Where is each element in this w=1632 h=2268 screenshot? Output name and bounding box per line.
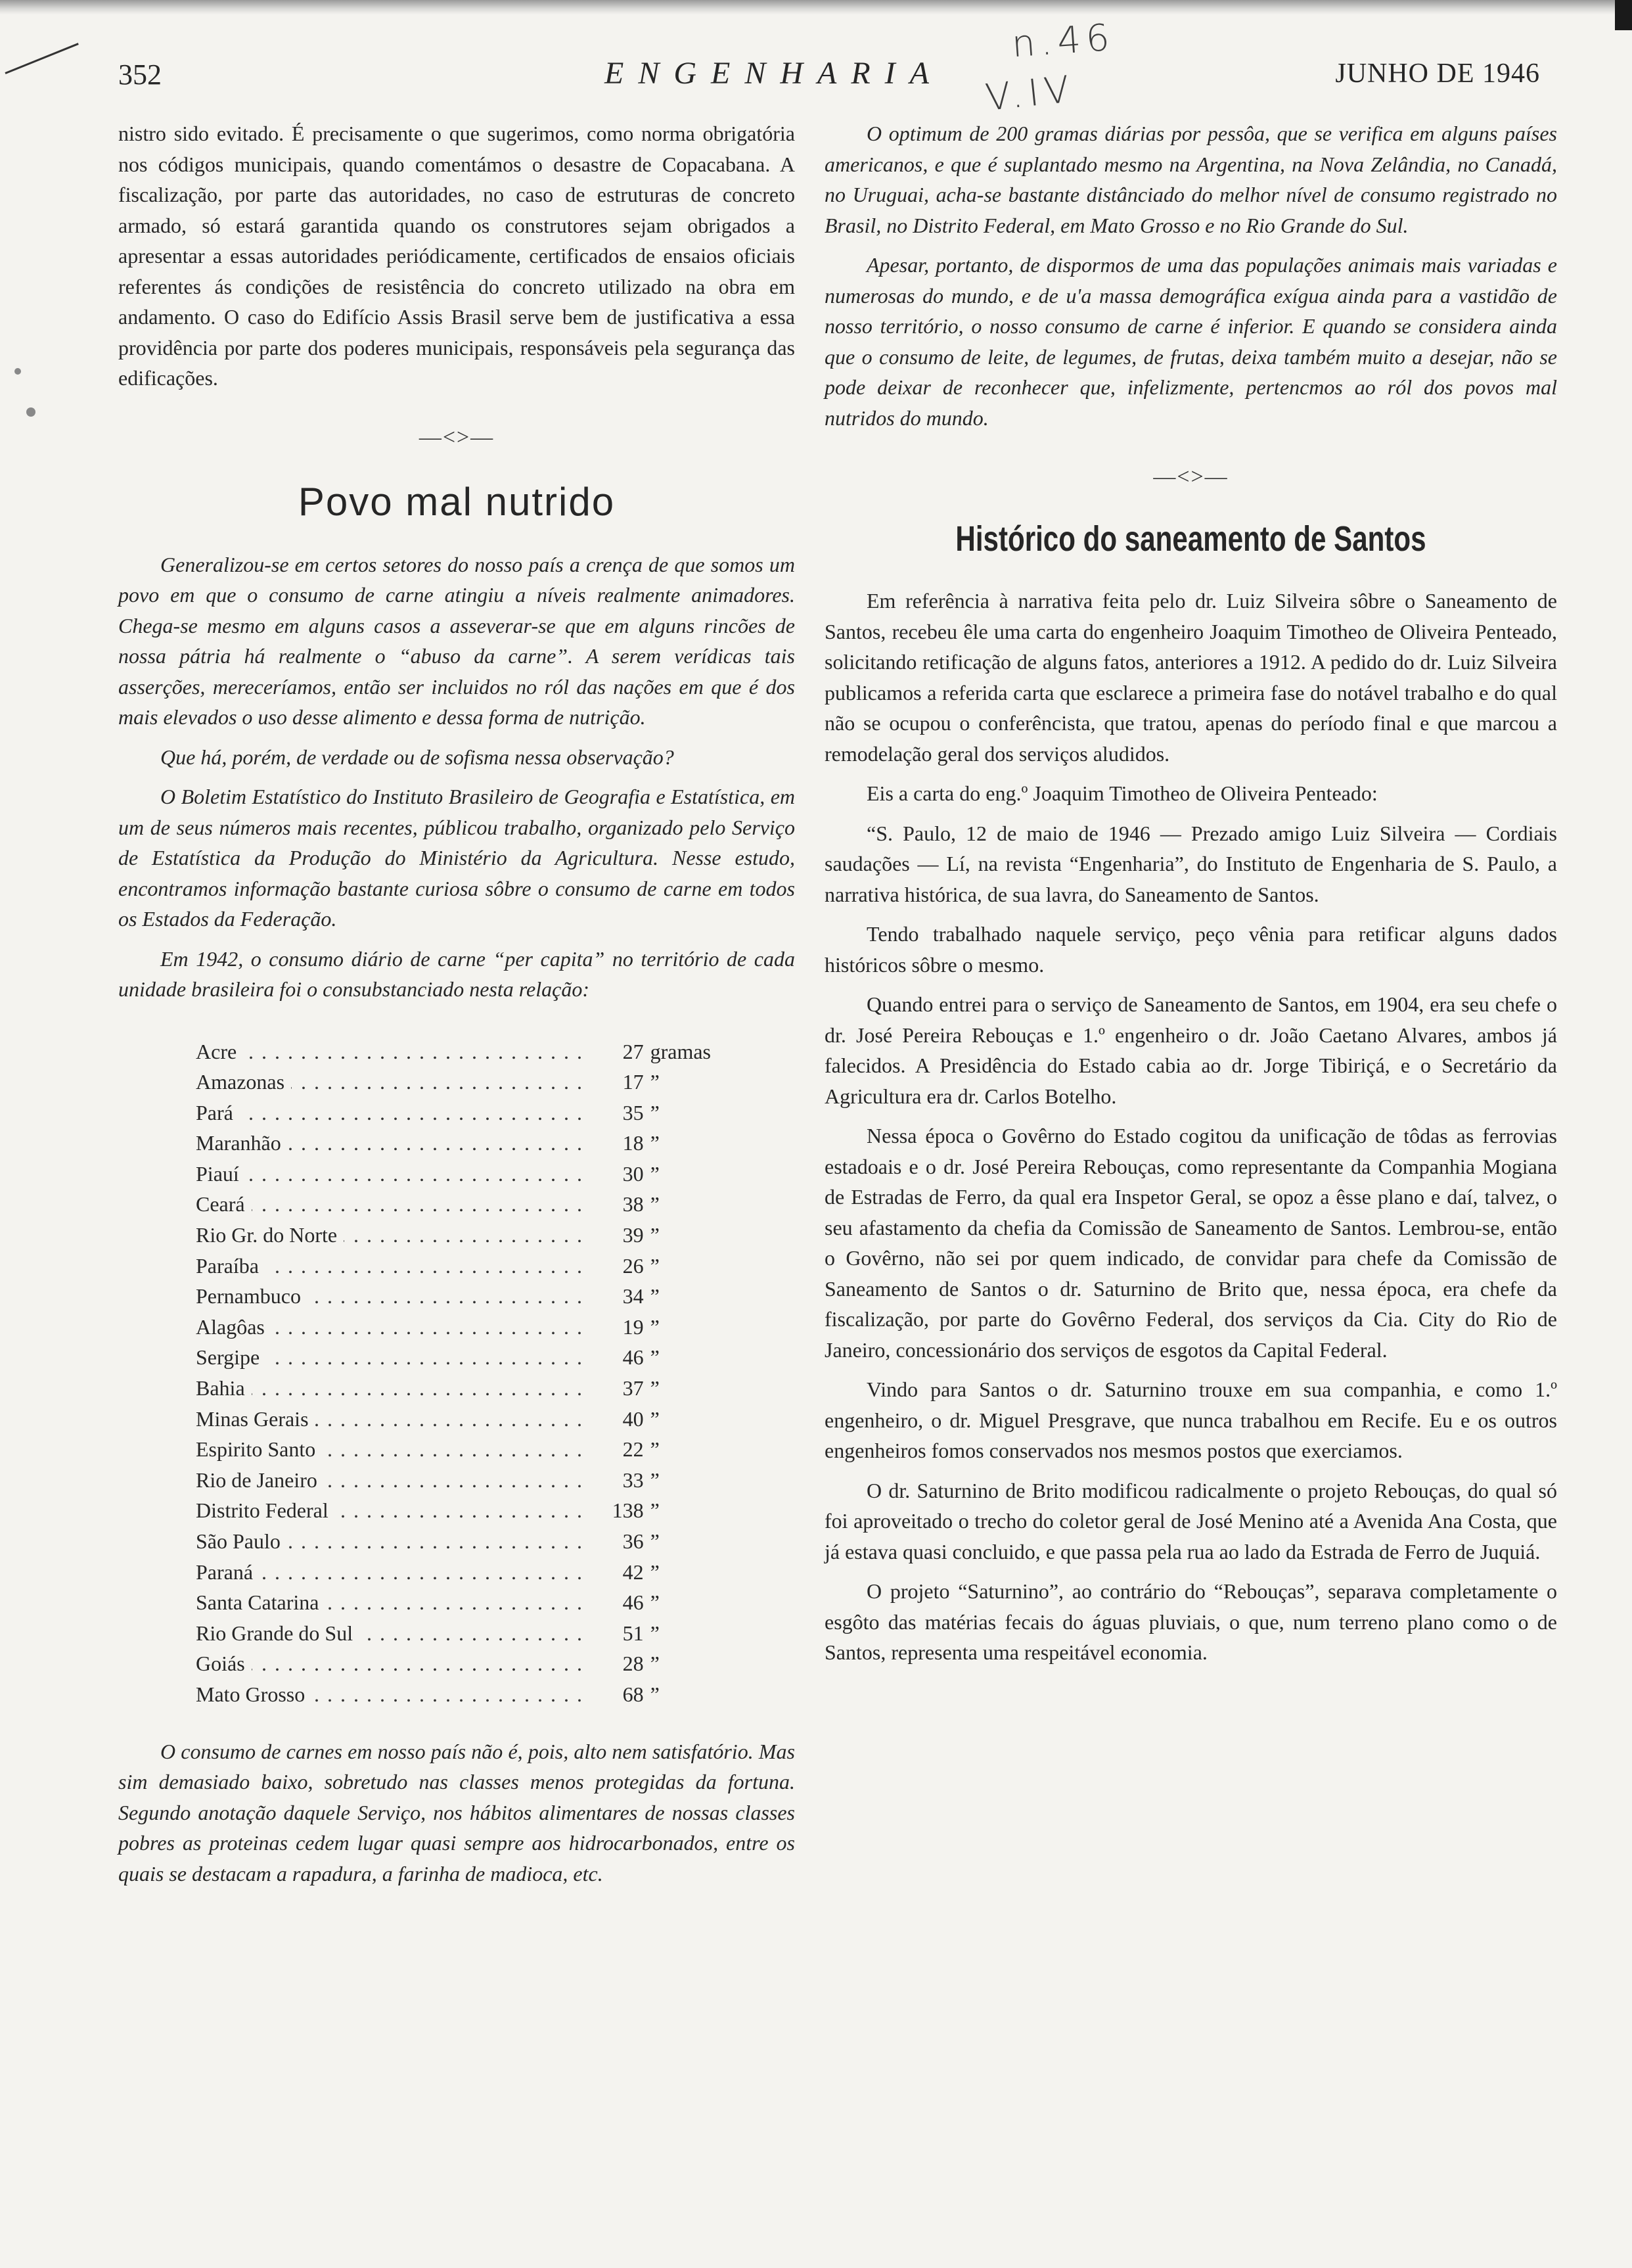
- consumption-value: 46: [622, 1345, 644, 1370]
- intro-paragraph: nistro sido evitado. É precisamente o que sugerimos, como norma obrigatória nos códigos municipais, quando comentámos o desastre de Copacabana. A fiscalização, por parte das autoridades, no caso de estruturas de concreto armado, só estará garantida quando os construtores sejam obrigados a apresentar a essas autoridades periódicamente, certificados de ensaios oficiais referentes ás condições de resistência do concreto utilizado na obra em andamento. O caso do Edifício Assis Brasil serve bem de justificativa a essa providência por parte dos poderes municipais, responsáveis pela segurança das edificações.: [118, 122, 795, 390]
- consumption-value: 28: [622, 1652, 644, 1676]
- consumption-value: 19: [622, 1314, 644, 1339]
- table-row: [196, 1526, 735, 1557]
- article-continuation: [825, 118, 1557, 433]
- article-paragraph: O Boletim Estatístico do Instituto Brasileiro de Geografia e Estatística, em um de seus números mais recentes, públicou trabalho, organizado pelo Serviço de Estatística da Produção do Ministério da Agricultura. Nesse estudo, encontramos informação bastante curiosa sôbre o consumo de carne em todos os Estados da Federação.: [118, 785, 795, 931]
- consumption-unit: ”: [650, 1621, 660, 1645]
- table-row: [196, 1189, 735, 1220]
- state-name: Rio Gr. do Norte: [196, 1223, 344, 1247]
- consumption-value: 138: [612, 1498, 644, 1523]
- consumption-value: 33: [622, 1468, 644, 1492]
- article-paragraph: Generalizou-se em certos setores do nosso país a crença de que somos um povo em que o consumo de carne atingiu a níveis realmente animadores. Chega-se mesmo em alguns casos a asseverar-se que em alguns rincões de nossa pátria há realmente o “abuso da carne”. A serem verídicas tais asserções, mereceríamos, então ser incluidos no ról das nações em que é dos mais elevados o uso desse alimento e dessa forma de nutrição.: [118, 552, 795, 729]
- table-row: [196, 1465, 735, 1496]
- state-name: Minas Gerais: [196, 1407, 315, 1431]
- table-row: [196, 1128, 735, 1159]
- article-paragraph: O consumo de carnes em nosso país não é, pois, alto nem satisfatório. Mas sim demasiado baixo, sobretudo nas classes menos protegidas da fortuna. Segundo anotação daquele Serviço, nos hábitos alimentares de nossas classes pobres as proteinas cedem lugar quasi sempre aos hidrocarbonados, entre os quais se destacam a rapadura, a farinha de madioca, etc.: [118, 1739, 795, 1886]
- consumption-value: 17: [622, 1070, 644, 1094]
- consumption-value: 27: [622, 1039, 644, 1063]
- consumption-value: 26: [622, 1253, 644, 1278]
- left-column: [118, 118, 795, 1898]
- table-row: [196, 1618, 735, 1649]
- state-name: Mato Grosso: [196, 1682, 311, 1706]
- consumption-value: 37: [622, 1376, 644, 1400]
- handwritten-issue-number: n.46: [1010, 16, 1116, 66]
- article-paragraph: Nessa época o Govêrno do Estado cogitou da unificação de tôdas as ferrovias estadoais e o dr. José Pereira Rebouças, como representante da Companhia Mogiana de Estradas de Ferro, da qual era Inspetor Geral, se opoz a êsse plano e daí, talvez, o seu afastamento da chefia da Comissão de Saneamento de Santos. Lembrou-se, então o Govêrno, não sei por quem indicado, de convidar para chefe da Comissão de Saneamento de Santos o dr. Saturnino de Brito que, nessa época, era chefe da fiscalização, por parte do Govêrno Federal, dos serviços da Cia. City do Rio de Janeiro, concessionário dos serviços de esgotos da Capital Federal.: [825, 1124, 1557, 1362]
- consumption-unit: ”: [650, 1345, 660, 1370]
- state-name: Ceará: [196, 1192, 252, 1216]
- article-body-povo: [118, 549, 795, 1005]
- article-paragraph: O optimum de 200 gramas diárias por pessôa, que se verifica em alguns países americanos, e que é suplantado mesmo na Argentina, na Nova Zelândia, no Canadá, no Uruguai, acha-se bastante distânciado do melhor nível de consumo registrado no Brasil, no Distrito Federal, em Mato Grosso e no Rio Grande do Sul.: [825, 122, 1557, 237]
- state-name: Rio de Janeiro: [196, 1468, 324, 1492]
- consumption-unit: ”: [650, 1284, 660, 1308]
- consumption-unit: ”: [650, 1682, 660, 1706]
- article-paragraph: Eis a carta do eng.º Joaquim Timotheo de Oliveira Penteado:: [867, 781, 1378, 805]
- consumption-value: 22: [622, 1437, 644, 1462]
- table-row: [196, 1036, 735, 1067]
- article-paragraph: Em 1942, o consumo diário de carne “per capita” no território de cada unidade brasileira foi o consubstanciado nesta relação:: [118, 946, 795, 1001]
- consumption-unit: ”: [650, 1314, 660, 1339]
- table-row: [196, 1159, 735, 1190]
- consumption-unit: ”: [650, 1437, 660, 1462]
- consumption-value: 51: [622, 1621, 644, 1645]
- table-row: [196, 1495, 735, 1526]
- consumption-value: 42: [622, 1560, 644, 1584]
- article-paragraph: Apesar, portanto, de dispormos de uma das populações animais mais variadas e numerosas do mundo, e de u'a massa demográfica exígua ainda para a vastidão de nosso território, o nosso consumo de carne é inferior. E quando se considera ainda que o consumo de leite, de legumes, de frutas, deixa também muito a desejar, não se pode deixar de reconhecer que, infelizmente, pertencmos ao ról dos povos mal nutridos do mundo.: [825, 253, 1557, 430]
- state-name: Piauí: [196, 1162, 246, 1186]
- consumption-value: 36: [622, 1529, 644, 1553]
- state-name: Pará: [196, 1101, 240, 1124]
- scan-edge-shadow: [0, 0, 1632, 14]
- issue-date: JUNHO DE 1946: [1335, 58, 1540, 89]
- consumption-value: 40: [622, 1406, 644, 1431]
- table-row: [196, 1098, 735, 1128]
- article-paragraph: Tendo trabalhado naquele serviço, peço vênia para retificar alguns dados históricos sôbre o mesmo.: [825, 922, 1557, 977]
- article-paragraph: Que há, porém, de verdade ou de sofisma nessa observação?: [160, 745, 674, 769]
- consumption-unit: ”: [650, 1406, 660, 1431]
- state-name: Sergipe: [196, 1345, 266, 1369]
- table-row: [196, 1281, 735, 1312]
- consumption-unit: gramas: [650, 1039, 711, 1063]
- consumption-value: 68: [622, 1682, 644, 1706]
- section-divider: —<>—: [1153, 465, 1229, 489]
- table-row: [196, 1220, 735, 1251]
- consumption-unit: ”: [650, 1376, 660, 1400]
- consumption-value: 46: [622, 1590, 644, 1615]
- consumption-unit: ”: [650, 1498, 660, 1523]
- state-name: Goiás: [196, 1652, 252, 1675]
- consumption-value: 39: [622, 1223, 644, 1247]
- consumption-unit: ”: [650, 1100, 660, 1124]
- state-name: Acre: [196, 1040, 243, 1063]
- table-row: [196, 1067, 735, 1098]
- table-row: [196, 1587, 735, 1618]
- state-name: Alagôas: [196, 1315, 271, 1339]
- state-name: Bahia: [196, 1376, 252, 1400]
- state-name: São Paulo: [196, 1529, 287, 1553]
- state-name: Paraíba: [196, 1254, 265, 1278]
- table-row: [196, 1342, 735, 1373]
- article-paragraph: “S. Paulo, 12 de maio de 1946 — Prezado amigo Luiz Silveira — Cordiais saudações — Lí, na revista “Engenharia”, do Instituto de Engenharia de S. Paulo, a narrativa histórica, de sua lavra, do Saneamento de Santos.: [825, 821, 1557, 906]
- state-name: Paraná: [196, 1560, 260, 1584]
- right-column: [825, 118, 1557, 1677]
- state-name: Pernambuco: [196, 1284, 307, 1308]
- page-header: [118, 46, 1540, 112]
- consumption-unit: ”: [650, 1070, 660, 1094]
- consumption-unit: ”: [650, 1529, 660, 1553]
- table-row: [196, 1434, 735, 1465]
- state-name: Maranhão: [196, 1131, 288, 1155]
- article-title-povo-mal-nutrido: Povo mal nutrido: [298, 479, 616, 524]
- state-name: Rio Grande do Sul: [196, 1621, 359, 1645]
- state-name: Santa Catarina: [196, 1590, 325, 1614]
- consumption-value: 35: [622, 1100, 644, 1124]
- article-paragraph: Em referência à narrativa feita pelo dr. Luiz Silveira sôbre o Saneamento de Santos, recebeu êle uma carta do engenheiro Joaquim Timotheo de Oliveira Penteado, solicitando retificação de alguns fatos, anteriores a 1912. A pedido do dr. Luiz Silveira publicamos a referida carta que esclarece a primeira fase do notável trabalho e do qual não se ocupou o conferêncista, que tratou, apenas do período final e que marcou a remodelação geral dos serviços aludidos.: [825, 589, 1557, 766]
- article-paragraph: Vindo para Santos o dr. Saturnino trouxe em sua companhia, e como 1.º engenheiro, o dr. Miguel Presgrave, que nunca trabalhou em Recife. Eu e os outros engenheiros fomos conservados nos mesmos postos que exerciamos.: [825, 1377, 1557, 1462]
- table-row: [196, 1404, 735, 1435]
- article-paragraph: Quando entrei para o serviço de Saneamento de Santos, em 1904, era seu chefe o dr. José Pereira Rebouças e 1.º engenheiro o dr. João Caetano Alvares, ambos já falecidos. A Presidência do Estado cabia ao dr. Jorge Tibiriçá, e o Secretário da Agricultura era dr. Carlos Botelho.: [825, 992, 1557, 1108]
- pencil-stroke: [5, 43, 78, 74]
- state-name: Espirito Santo: [196, 1437, 322, 1461]
- article-paragraph: O projeto “Saturnino”, ao contrário do “Rebouças”, separava completamente o esgôto das matérias fecais do águas pluviais, o que, num terreno plano como o de Santos, representa uma respeitável economia.: [825, 1579, 1557, 1664]
- consumption-unit: ”: [650, 1192, 660, 1216]
- state-name: Distrito Federal: [196, 1498, 335, 1522]
- consumption-unit: ”: [650, 1161, 660, 1186]
- consumption-unit: ”: [650, 1560, 660, 1584]
- consumption-unit: ”: [650, 1652, 660, 1676]
- consumption-value: 18: [622, 1131, 644, 1155]
- article-closing: [118, 1736, 795, 1889]
- table-row: [196, 1373, 735, 1404]
- table-row: [196, 1557, 735, 1588]
- article-paragraph: O dr. Saturnino de Brito modificou radicalmente o projeto Rebouças, do qual só foi aproveitado o trecho do coletor geral de José Menino até a Avenida Ana Costa, que já estava quasi concluido, e que passa pela rua ao lado da Estrada de Ferro de Juquiá.: [825, 1478, 1557, 1563]
- article-body-historico: [825, 586, 1557, 1668]
- page-number: 352: [118, 58, 162, 91]
- consumption-table: [196, 1036, 735, 1710]
- consumption-unit: ”: [650, 1590, 660, 1615]
- margin-speck: [26, 407, 35, 417]
- state-name: Amazonas: [196, 1070, 291, 1094]
- table-row: [196, 1679, 735, 1710]
- margin-speck: [14, 368, 21, 375]
- consumption-unit: ”: [650, 1253, 660, 1278]
- section-divider: —<>—: [419, 425, 495, 450]
- table-row: [196, 1312, 735, 1343]
- article-title-historico-saneamento: Histórico do saneamento de Santos: [955, 519, 1426, 559]
- handwritten-volume: V.IV: [983, 68, 1077, 120]
- journal-title: ENGENHARIA: [604, 56, 943, 91]
- scan-edge-mark: [1615, 0, 1632, 30]
- consumption-unit: ”: [650, 1468, 660, 1492]
- consumption-value: 34: [622, 1284, 644, 1308]
- table-row: [196, 1648, 735, 1679]
- consumption-value: 38: [622, 1192, 644, 1216]
- table-row: [196, 1251, 735, 1282]
- consumption-unit: ”: [650, 1131, 660, 1155]
- consumption-value: 30: [622, 1161, 644, 1186]
- consumption-unit: ”: [650, 1223, 660, 1247]
